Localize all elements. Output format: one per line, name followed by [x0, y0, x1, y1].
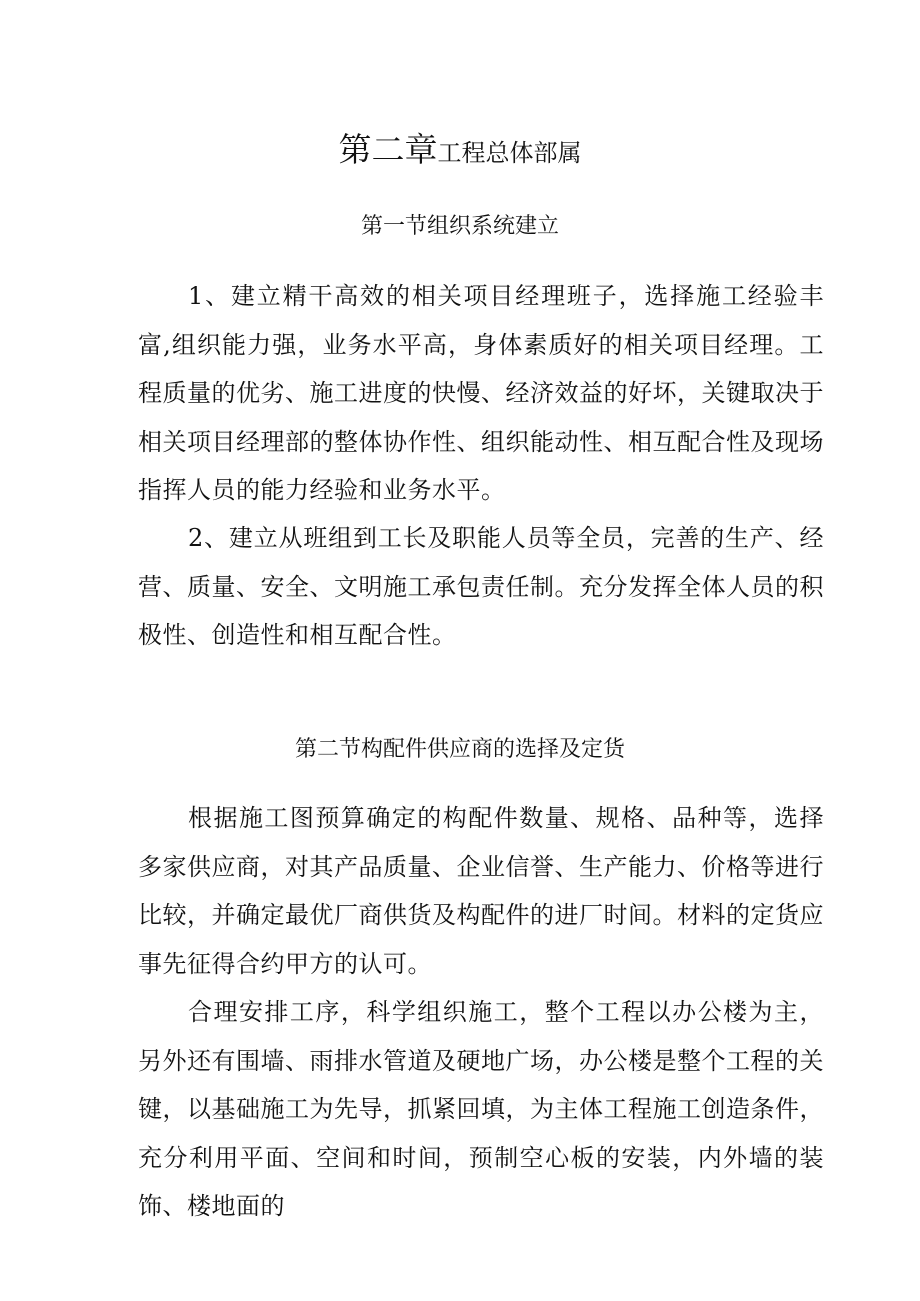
paragraph-1: 1、建立精干高效的相关项目经理班子，选择施工经验丰富,组织能力强，业务水平高，身体素质好的相关项目经理。工程质量的优劣、施工进度的快慢、经济效益的好坏，关键取决于相关项目经理部的整体协作性、组织能动性、相互配合性及现场指挥人员的能力经验和业务水平。 [138, 282, 824, 504]
section-title-suppliers: 第二节构配件供应商的选择及定货 [294, 737, 625, 762]
paragraph-4: 合理安排工序，科学组织施工，整个工程以办公楼为主，另外还有围墙、雨排水管道及硬地广场，办公楼是整个工程的关键，以基础施工为先导，抓紧回填，为主体工程施工创造条件，充分利用平面、空间和时间，预制空心板的安装，内外墙的装饰、楼地面的 [138, 998, 824, 1220]
section-title-organization: 第一节组织系统建立 [360, 214, 559, 239]
paragraph-2: 2、建立从班组到工长及职能人员等全员，完善的生产、经营、质量、安全、文明施工承包责任制。充分发挥全体人员的积极性、创造性和相互配合性。 [138, 524, 824, 649]
paragraph-3: 根据施工图预算确定的构配件数量、规格、品种等，选择多家供应商，对其产品质量、企业信誉、生产能力、价格等进行比较，并确定最优厂商供货及构配件的进厂时间。材料的定货应事先征得合约甲方的认可。 [138, 804, 824, 978]
chapter-number: 第二章 [338, 130, 438, 169]
chapter-name: 工程总体部属 [437, 139, 582, 167]
chapter-title [0, 130, 920, 176]
